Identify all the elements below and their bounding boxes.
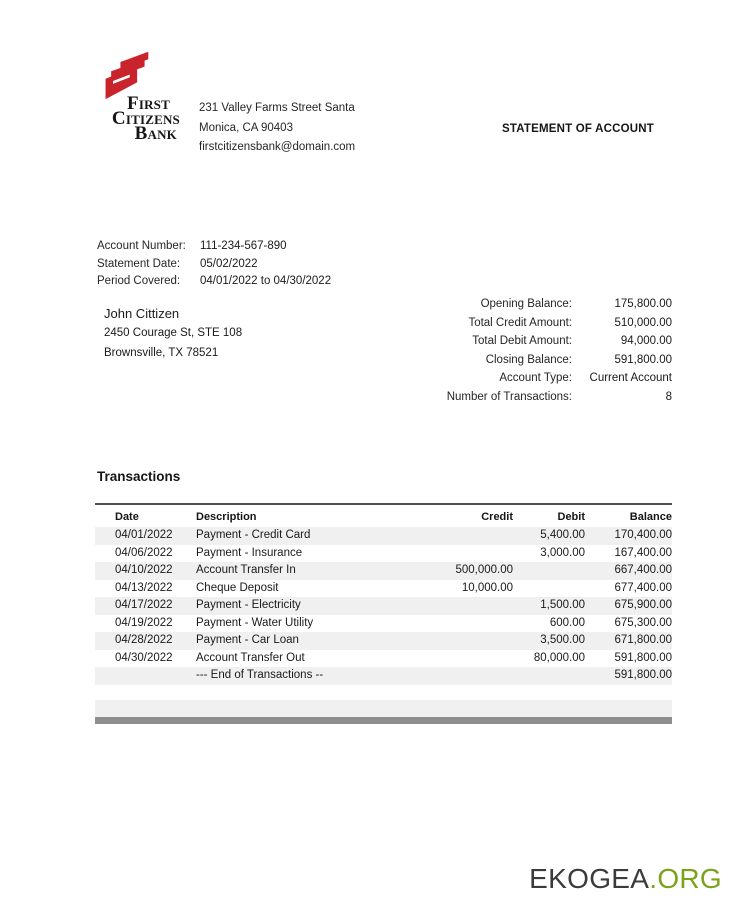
cell-credit: [413, 597, 513, 615]
cell-debit: 3,000.00: [540, 546, 585, 559]
cell-balance: 667,400.00: [614, 564, 672, 576]
cell-credit: [413, 667, 513, 685]
total-credit-label: Total Credit Amount:: [468, 316, 572, 329]
bank-name-line: Citizens: [111, 108, 180, 129]
customer-address-line: Brownsville, TX 78521: [104, 346, 219, 359]
table-row: [95, 615, 672, 633]
table-row: [95, 545, 672, 563]
cell-date: 04/06/2022: [115, 546, 173, 559]
cell-balance: 591,800.00: [614, 669, 672, 681]
cell-date: 04/13/2022: [115, 581, 173, 594]
cell-balance: 591,800.00: [614, 651, 672, 664]
cell-date: 04/30/2022: [115, 651, 173, 664]
bank-name-line: Bank: [134, 123, 177, 144]
cell-description: Payment - Water Utility: [196, 616, 314, 629]
cell-debit: 5,400.00: [540, 529, 585, 541]
period-covered-value: 04/01/2022 to 04/30/2022: [200, 275, 332, 287]
bank-address-line: 231 Valley Farms Street Santa: [199, 102, 355, 114]
closing-balance-row: [400, 351, 672, 370]
table-row: [95, 562, 672, 580]
cell-date: 04/01/2022: [115, 529, 173, 541]
cell-debit: 1,500.00: [540, 599, 585, 611]
table-row: [95, 632, 672, 650]
account-number-label: Account Number:: [97, 240, 186, 252]
total-debit-label: Total Debit Amount:: [472, 335, 572, 348]
bank-name-line: First: [127, 93, 170, 114]
account-type-value: Current Account: [589, 372, 672, 385]
opening-balance-row: [400, 295, 672, 314]
opening-balance-value: 175,800.00: [614, 298, 672, 310]
statement-title: STATEMENT OF ACCOUNT: [502, 123, 654, 135]
account-info: [97, 238, 331, 291]
transaction-count-row: [400, 388, 672, 407]
total-credit-value: 510,000.00: [614, 316, 672, 329]
transaction-count-label: Number of Transactions:: [446, 390, 572, 403]
table-header-row: [95, 505, 672, 527]
cell-description: Account Transfer Out: [196, 651, 305, 664]
cell-description: --- End of Transactions --: [196, 669, 324, 681]
balance-summary: [400, 295, 672, 407]
cell-credit: [413, 615, 513, 633]
col-header-credit: Credit: [481, 511, 513, 523]
cell-description: Payment - Electricity: [196, 599, 301, 611]
customer-block: [104, 303, 242, 363]
transactions-table-wrap: [95, 503, 672, 685]
table-row: [95, 597, 672, 615]
statement-date-label: Statement Date:: [97, 257, 181, 270]
bank-address: [199, 99, 355, 158]
cell-balance: 671,800.00: [614, 634, 672, 646]
table-row: [95, 580, 672, 598]
col-header-debit: Debit: [557, 511, 585, 523]
transactions-table: [95, 505, 672, 685]
closing-balance-value: 591,800.00: [614, 353, 672, 366]
cell-date: 04/28/2022: [115, 634, 173, 646]
account-type-label: Account Type:: [499, 372, 572, 385]
account-number-value: 111-234-567-890: [200, 240, 287, 252]
bank-email: firstcitizensbank@domain.com: [199, 141, 356, 153]
cell-date: [95, 667, 196, 685]
cell-credit: 10,000.00: [461, 581, 513, 594]
total-debit-row: [400, 332, 672, 351]
cell-balance: 167,400.00: [614, 546, 672, 559]
cell-credit: [413, 545, 513, 563]
cell-debit: [513, 562, 585, 580]
footer-brand: [529, 863, 722, 895]
table-row: [95, 527, 672, 545]
cell-credit: [413, 632, 513, 650]
cell-description: Payment - Car Loan: [196, 634, 299, 646]
cell-description: Payment - Insurance: [196, 546, 303, 559]
col-header-balance: Balance: [629, 511, 672, 523]
customer-address-line: 2450 Courage St, STE 108: [104, 327, 243, 339]
cell-date: 04/10/2022: [115, 564, 173, 576]
cell-debit: [513, 667, 585, 685]
transactions-heading: Transactions: [97, 469, 181, 484]
cell-description: Cheque Deposit: [196, 581, 279, 594]
period-covered-row: [97, 273, 331, 291]
cell-debit: 3,500.00: [540, 634, 585, 646]
account-number-row: [97, 238, 331, 256]
end-of-transactions-row: [95, 667, 672, 685]
cell-date: 04/19/2022: [115, 616, 173, 629]
footer-brand-name: EKOGEA: [529, 863, 650, 894]
cell-balance: 675,900.00: [614, 599, 672, 611]
cell-debit: [513, 580, 585, 598]
table-footer-dark-bar: [95, 717, 672, 724]
closing-balance-label: Closing Balance:: [485, 353, 572, 366]
customer-name: John Cittizen: [104, 306, 180, 321]
transaction-count-value: 8: [665, 390, 672, 403]
footer-brand-suffix: .ORG: [649, 863, 722, 894]
cell-balance: 675,300.00: [614, 616, 672, 629]
cell-debit: 600.00: [549, 616, 585, 629]
cell-balance: 677,400.00: [614, 581, 672, 594]
total-credit-row: [400, 314, 672, 333]
statement-date-value: 05/02/2022: [200, 257, 258, 270]
cell-credit: [413, 527, 513, 545]
total-debit-value: 94,000.00: [620, 335, 672, 348]
cell-credit: 500,000.00: [455, 564, 513, 576]
cell-description: Account Transfer In: [196, 564, 296, 576]
opening-balance-label: Opening Balance:: [480, 298, 572, 310]
cell-balance: 170,400.00: [614, 529, 672, 541]
cell-description: Payment - Credit Card: [196, 529, 311, 541]
cell-date: 04/17/2022: [115, 599, 173, 611]
table-footer-light-bar: [95, 700, 672, 717]
account-type-row: [400, 369, 672, 388]
col-header-description: Description: [196, 511, 257, 523]
statement-date-row: [97, 256, 331, 274]
period-covered-label: Period Covered:: [97, 275, 181, 287]
cell-debit: 80,000.00: [533, 651, 585, 664]
col-header-date: Date: [115, 511, 139, 523]
table-row: [95, 650, 672, 668]
cell-credit: [413, 650, 513, 668]
bank-address-line: Monica, CA 90403: [199, 121, 293, 134]
bank-name: [84, 93, 180, 144]
